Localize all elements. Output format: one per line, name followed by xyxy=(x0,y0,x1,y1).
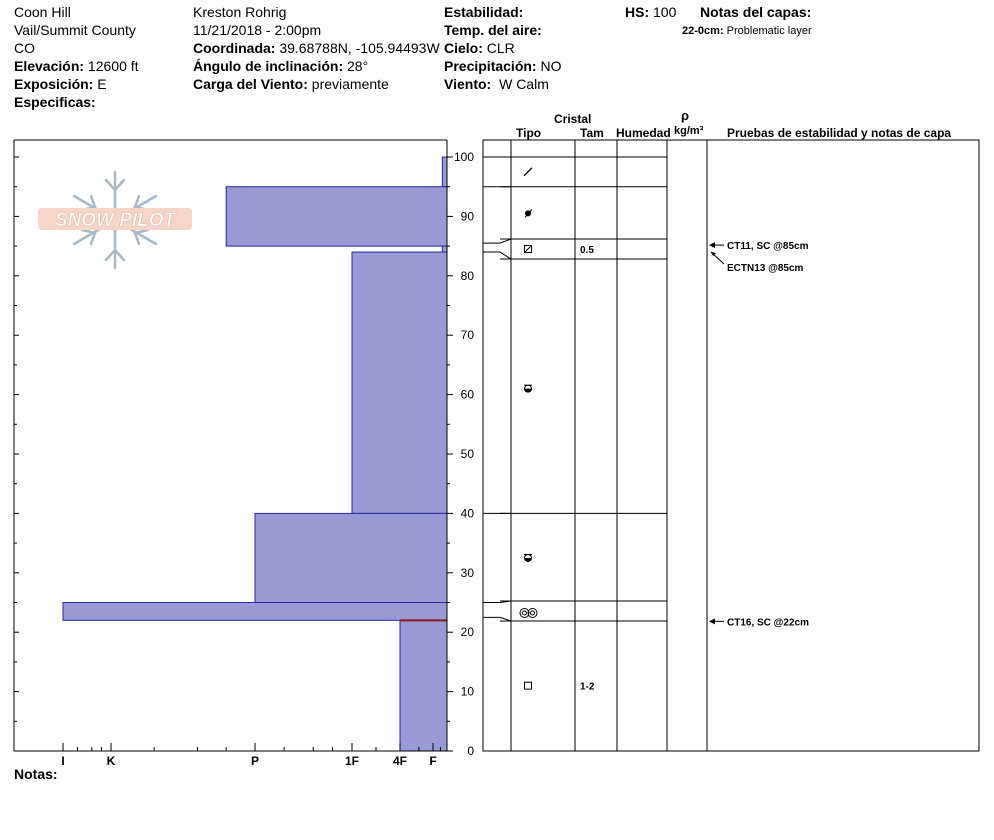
depth-tick-label-80: 80 xyxy=(460,268,474,283)
depth-tick-label-0: 0 xyxy=(467,744,474,758)
air-temp-label: Temp. del aire: xyxy=(444,22,542,38)
elevation-label: Elevación: xyxy=(14,58,85,74)
test-arrowhead-2 xyxy=(709,618,715,624)
wind-load-label: Carga del Viento: xyxy=(193,76,308,92)
notes-label: Notas: xyxy=(14,766,58,782)
layer-table-border xyxy=(483,140,979,751)
density-column-header: kg/m³ xyxy=(674,125,704,137)
layer-connector-3 xyxy=(483,252,511,259)
snowpilot-logo xyxy=(38,172,192,268)
hs-value: 100 xyxy=(653,4,677,20)
depth-tick-label-100: 100 xyxy=(453,150,474,164)
coordinate-value: 39.68788N, -105.94493W xyxy=(279,40,440,56)
crystal-double-circle-icon xyxy=(520,609,537,618)
hardness-bar-2 xyxy=(442,246,447,252)
hardness-tick-label-0: I xyxy=(61,754,65,768)
hardness-bar-5 xyxy=(63,603,447,621)
hardness-tick-label-1: K xyxy=(106,754,116,768)
depth-tick-label-70: 70 xyxy=(460,328,474,343)
slope-label: Ángulo de inclinación: xyxy=(193,58,344,74)
depth-tick-label-60: 60 xyxy=(460,387,474,402)
hardness-bar-0 xyxy=(442,157,447,187)
state-name: CO xyxy=(14,40,35,56)
layer-table xyxy=(483,140,979,751)
depth-tick-label-20: 20 xyxy=(460,625,474,640)
aspect-label: Exposición: xyxy=(14,76,94,92)
sky-label: Cielo: xyxy=(444,40,483,56)
observer-name: Kreston Rohrig xyxy=(193,4,287,20)
stability-label: Estabilidad: xyxy=(444,4,524,20)
slope-value: 28° xyxy=(347,58,369,74)
precip-value: NO xyxy=(540,58,562,74)
depth-tick-label-30: 30 xyxy=(460,565,474,580)
inner-ring-0 xyxy=(523,611,527,615)
coordinate-label: Coordinada: xyxy=(193,40,276,56)
layer-connector-2 xyxy=(483,239,511,243)
stability-test-label-2: CT16, SC @22cm xyxy=(727,617,810,629)
hardness-bar-1 xyxy=(226,187,447,246)
crystal-box-slash-icon xyxy=(525,246,532,253)
box-mark xyxy=(525,682,532,689)
aspect-value: E xyxy=(97,76,107,92)
hardness-bar-3 xyxy=(352,252,447,513)
rho-symbol: ρ xyxy=(681,108,690,123)
hardness-bar-4 xyxy=(255,513,447,602)
logo-text: SNOW PILOT xyxy=(54,210,176,231)
test-arrowhead-0 xyxy=(709,242,715,248)
location-name: Coon Hill xyxy=(14,4,71,20)
depth-tick-label-10: 10 xyxy=(460,684,474,699)
layer-notes-label: Notas del capas: xyxy=(700,4,812,20)
crystal-column-header: Cristal xyxy=(554,112,592,126)
observation-datetime: 11/21/2018 - 2:00pm xyxy=(193,22,322,38)
specifics-label: Especificas: xyxy=(14,94,96,110)
stability-test-label-1: ECTN13 @85cm xyxy=(727,263,804,274)
layer-connector-5 xyxy=(483,601,511,603)
crystal-size-label-6: 1-2 xyxy=(580,681,595,693)
depth-tick-label-90: 90 xyxy=(460,209,474,224)
elevation-value: 12600 ft xyxy=(87,58,139,74)
wind-value: W Calm xyxy=(499,76,549,92)
depth-tick-label-40: 40 xyxy=(460,506,474,521)
hardness-bars xyxy=(63,157,447,751)
size-column-header: Tam xyxy=(580,126,604,140)
wind-load-value: previamente xyxy=(311,76,389,92)
crystal-box-icon xyxy=(525,682,532,689)
stability-test-label-0: CT11, SC @85cm xyxy=(727,241,809,253)
tests-column-header: Pruebas de estabilidad y notas de capa xyxy=(727,126,952,140)
crystal-size-label-2: 0.5 xyxy=(580,245,594,256)
depth-tick-label-50: 50 xyxy=(460,447,474,461)
box-slash-stroke xyxy=(525,246,532,253)
precip-label: Precipitación: xyxy=(444,58,537,74)
layer-note-depth: 22-0cm: xyxy=(682,25,724,37)
hardness-bar-6 xyxy=(400,620,447,751)
hardness-tick-label-4: 4F xyxy=(392,754,408,768)
wind-label: Viento: xyxy=(444,76,492,92)
crystal-half-filled-icon xyxy=(524,385,532,392)
crystal-half-filled-icon xyxy=(524,554,532,561)
layer-connector-6 xyxy=(483,617,511,621)
crystal-dot-slash-icon xyxy=(525,209,532,217)
type-column-header: Tipo xyxy=(516,126,542,140)
hardness-tick-label-3: 1F xyxy=(344,754,360,768)
region-name: Vail/Summit County xyxy=(14,22,136,38)
hs-label: HS: xyxy=(625,4,650,20)
crystal-slash-icon xyxy=(524,168,532,176)
layer-note-text: Problematic layer xyxy=(726,25,812,37)
hardness-tick-label-5: F xyxy=(429,754,437,768)
slash-stroke xyxy=(524,168,532,176)
moisture-column-header: Humedad xyxy=(616,126,671,140)
sky-value: CLR xyxy=(486,40,515,56)
inner-ring-1 xyxy=(531,611,535,615)
hardness-tick-label-2: P xyxy=(250,754,260,768)
